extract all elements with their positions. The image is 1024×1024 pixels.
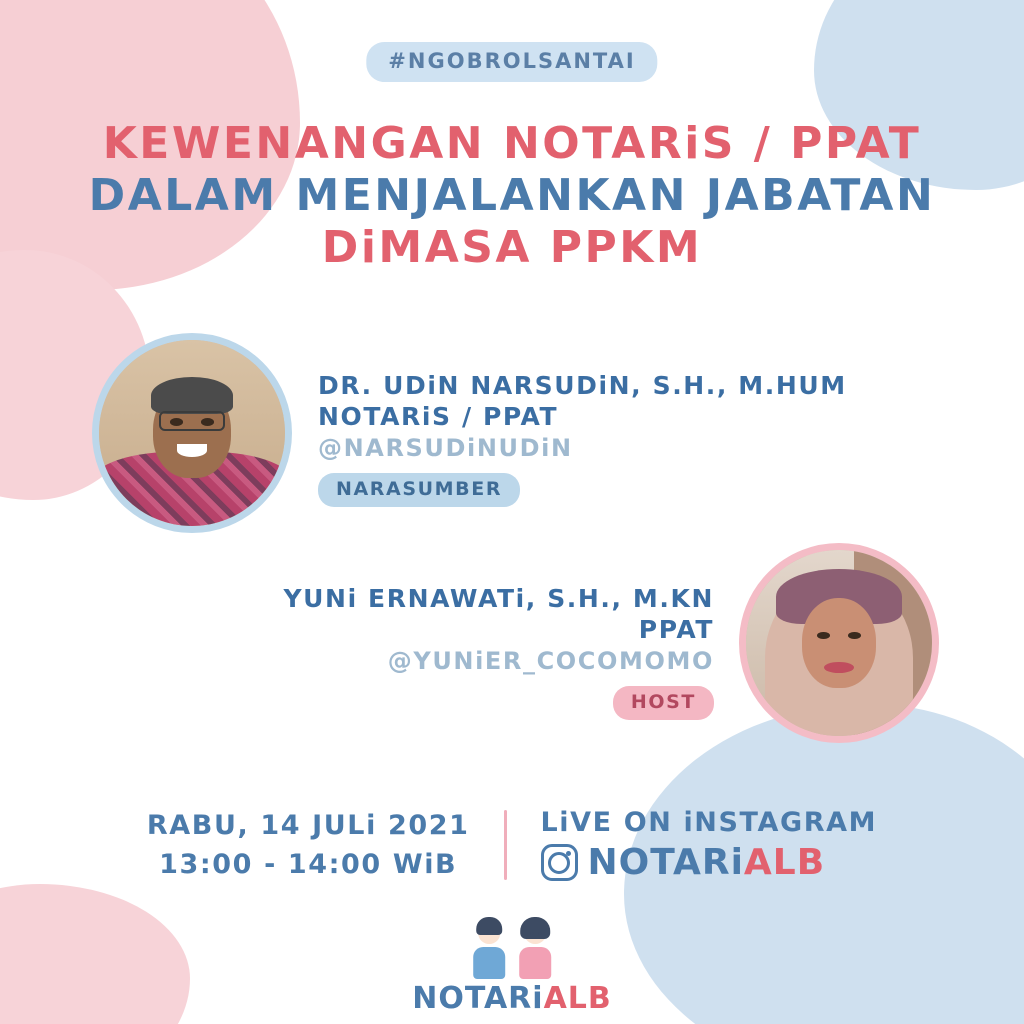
speaker-info-host	[283, 583, 714, 720]
speaker-role: NOTARiS / PPAT	[318, 402, 559, 432]
speaker-handle: @YUNiER_COCOMOMO	[387, 646, 714, 675]
speaker-info-narasumber	[318, 370, 847, 507]
live-info	[507, 807, 878, 883]
speaker-handle: @NARSUDiNUDiN	[318, 433, 573, 462]
boy-mascot-icon	[469, 917, 509, 979]
event-details	[0, 806, 1024, 884]
decorative-blob-bottom-left	[0, 884, 190, 1024]
title-line-2: DALAM MENJALANKAN JABATAN	[88, 169, 936, 221]
portrait-illustration-narasumber	[99, 340, 285, 526]
footer-brand-part1: NOTARi	[412, 981, 544, 1016]
speaker-tag-host: HOST	[613, 686, 714, 720]
girl-mascot-icon	[515, 917, 555, 979]
speaker-name: DR. UDiN NARSUDiN, S.H., M.HUM	[318, 371, 847, 400]
event-date: RABU, 14 JULi 2021	[146, 810, 470, 841]
live-label: LiVE ON iNSTAGRAM	[540, 807, 878, 839]
portrait-illustration-host	[746, 550, 932, 736]
event-time: 13:00 - 14:00 WiB	[159, 849, 458, 881]
title-line-3: DiMASA PPKM	[321, 221, 703, 273]
speaker-photo-narasumber	[92, 333, 292, 533]
speaker-name: YUNi ERNAWATi, S.H., M.KN	[283, 584, 714, 613]
footer-brand-part2: ALB	[543, 981, 612, 1016]
instagram-handle-part2: ALB	[743, 842, 826, 884]
speaker-tag-narasumber: NARASUMBER	[318, 473, 520, 507]
speaker-role: PPAT	[638, 615, 714, 645]
instagram-icon	[541, 844, 578, 881]
event-datetime	[147, 806, 504, 884]
poster-title	[0, 118, 1024, 274]
instagram-handle	[588, 842, 826, 883]
speaker-photo-host	[739, 543, 939, 743]
mascot-figures-icon	[412, 915, 612, 979]
footer-logo	[412, 915, 612, 1016]
hashtag-badge: #NGOBROLSANTAI	[366, 42, 657, 82]
instagram-handle-part1: NOTARi	[587, 842, 744, 884]
title-line-1: KEWENANGAN NOTARiS / PPAT	[102, 118, 922, 169]
footer-brand-name	[412, 981, 612, 1016]
instagram-handle-row	[541, 842, 878, 883]
